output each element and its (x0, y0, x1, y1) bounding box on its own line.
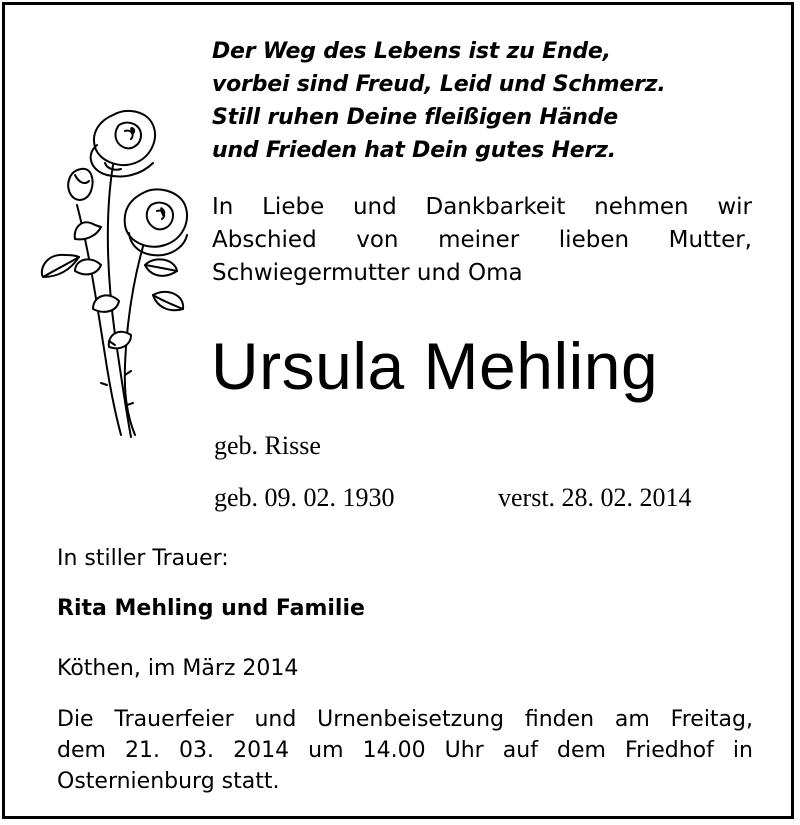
mourner-family: Rita Mehling und Familie (57, 596, 365, 621)
intro-line: Abschied von meiner lieben Mutter, (212, 227, 752, 253)
poem-line: vorbei sind Freud, Leid und Schmerz. (212, 72, 666, 97)
funeral-line: dem 21. 03. 2014 um 14.00 Uhr auf dem Friedhof in (57, 738, 753, 763)
mourning-heading: In stiller Trauer: (57, 546, 229, 571)
deceased-name: Ursula Mehling (211, 329, 659, 403)
intro-line: In Liebe und Dankbarkeit nehmen wir (212, 194, 752, 220)
funeral-details (57, 704, 753, 797)
intro-line: Schwiegermutter und Oma (212, 260, 523, 286)
maiden-name: geb. Risse (214, 431, 321, 460)
poem-line: Der Weg des Lebens ist zu Ende, (212, 39, 611, 64)
funeral-line: Die Trauerfeier und Urnenbeisetzung finden am Freitag, (57, 707, 753, 732)
poem-line: und Frieden hat Dein gutes Herz. (212, 138, 616, 163)
life-dates (214, 481, 692, 515)
roses-illustration-icon (35, 105, 205, 445)
place-and-date: Köthen, im März 2014 (57, 656, 299, 681)
farewell-intro (212, 191, 752, 290)
obituary-notice (2, 2, 794, 819)
poem-line: Still ruhen Deine fleißigen Hände (212, 105, 618, 130)
funeral-line: Osternienburg statt. (57, 769, 280, 794)
memorial-poem (212, 35, 666, 167)
death-date: verst. 28. 02. 2014 (498, 483, 692, 512)
birth-date: geb. 09. 02. 1930 (214, 483, 395, 512)
